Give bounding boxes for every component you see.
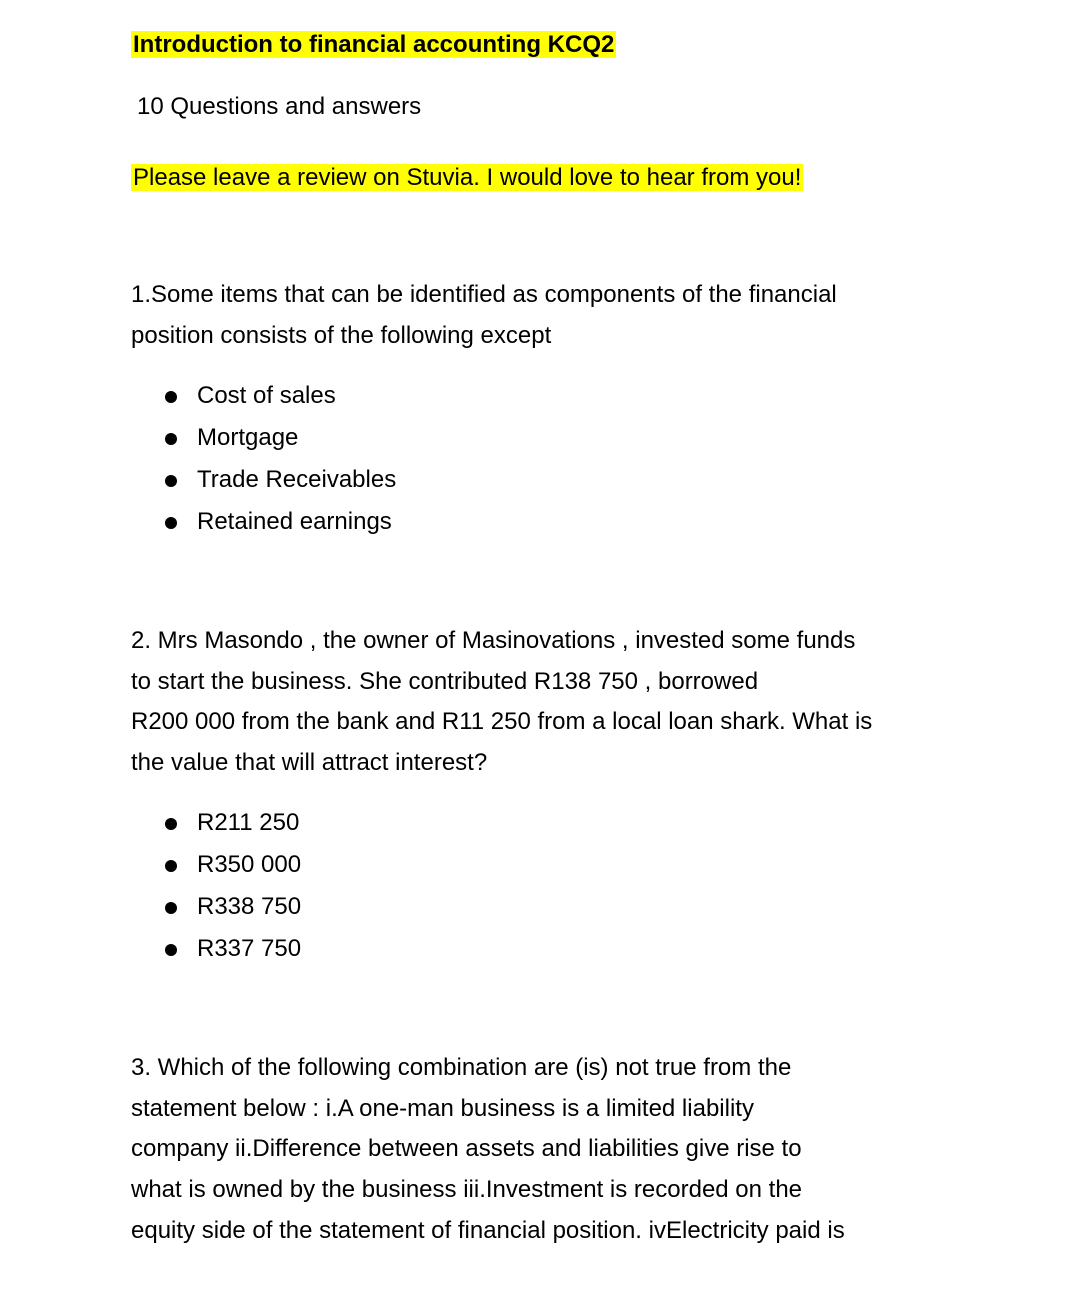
question-line: statement below : i.A one-man business is a limited liability [131, 1095, 754, 1122]
bullet-icon [165, 860, 177, 872]
question-line: the value that will attract interest? [131, 749, 488, 776]
bullet-icon [165, 902, 177, 914]
bullet-icon [165, 433, 177, 445]
question-line: 3. Which of the following combination are (is) not true from the [131, 1054, 792, 1081]
question-line: what is owned by the business iii.Investment is recorded on the [131, 1176, 803, 1203]
document-title [131, 30, 616, 60]
question-line: R200 000 from the bank and R11 250 from a local loan shark. What is [131, 708, 873, 735]
question-line: equity side of the statement of financial position. ivElectricity paid is [131, 1217, 845, 1244]
review-note [131, 163, 803, 193]
option-label: Trade Receivables [197, 466, 397, 493]
bullet-icon [165, 517, 177, 529]
option-label: R211 250 [197, 809, 300, 836]
review-note-highlight: Please leave a review on Stuvia. I would love to hear from you! [133, 164, 802, 191]
bullet-icon [165, 818, 177, 830]
option-label: Cost of sales [197, 382, 336, 409]
bullet-icon [165, 944, 177, 956]
question-line: 1.Some items that can be identified as components of the financial [131, 281, 837, 308]
option-label: R350 000 [197, 851, 302, 878]
bullet-icon [165, 391, 177, 403]
bullet-icon [165, 475, 177, 487]
question-line: to start the business. She contributed R138 750 , borrowed [131, 668, 759, 695]
option-label: Retained earnings [197, 508, 392, 535]
question-line: position consists of the following except [131, 322, 552, 349]
question-line: company ii.Difference between assets and liabilities give rise to [131, 1135, 802, 1162]
option-label: R337 750 [197, 935, 302, 962]
option-label: R338 750 [197, 893, 302, 920]
title-highlight: Introduction to financial accounting KCQ2 [133, 31, 615, 58]
question-line: 2. Mrs Masondo , the owner of Masinovations , invested some funds [131, 627, 856, 654]
document-subtitle: 10 Questions and answers [137, 93, 422, 120]
option-label: Mortgage [197, 424, 299, 451]
